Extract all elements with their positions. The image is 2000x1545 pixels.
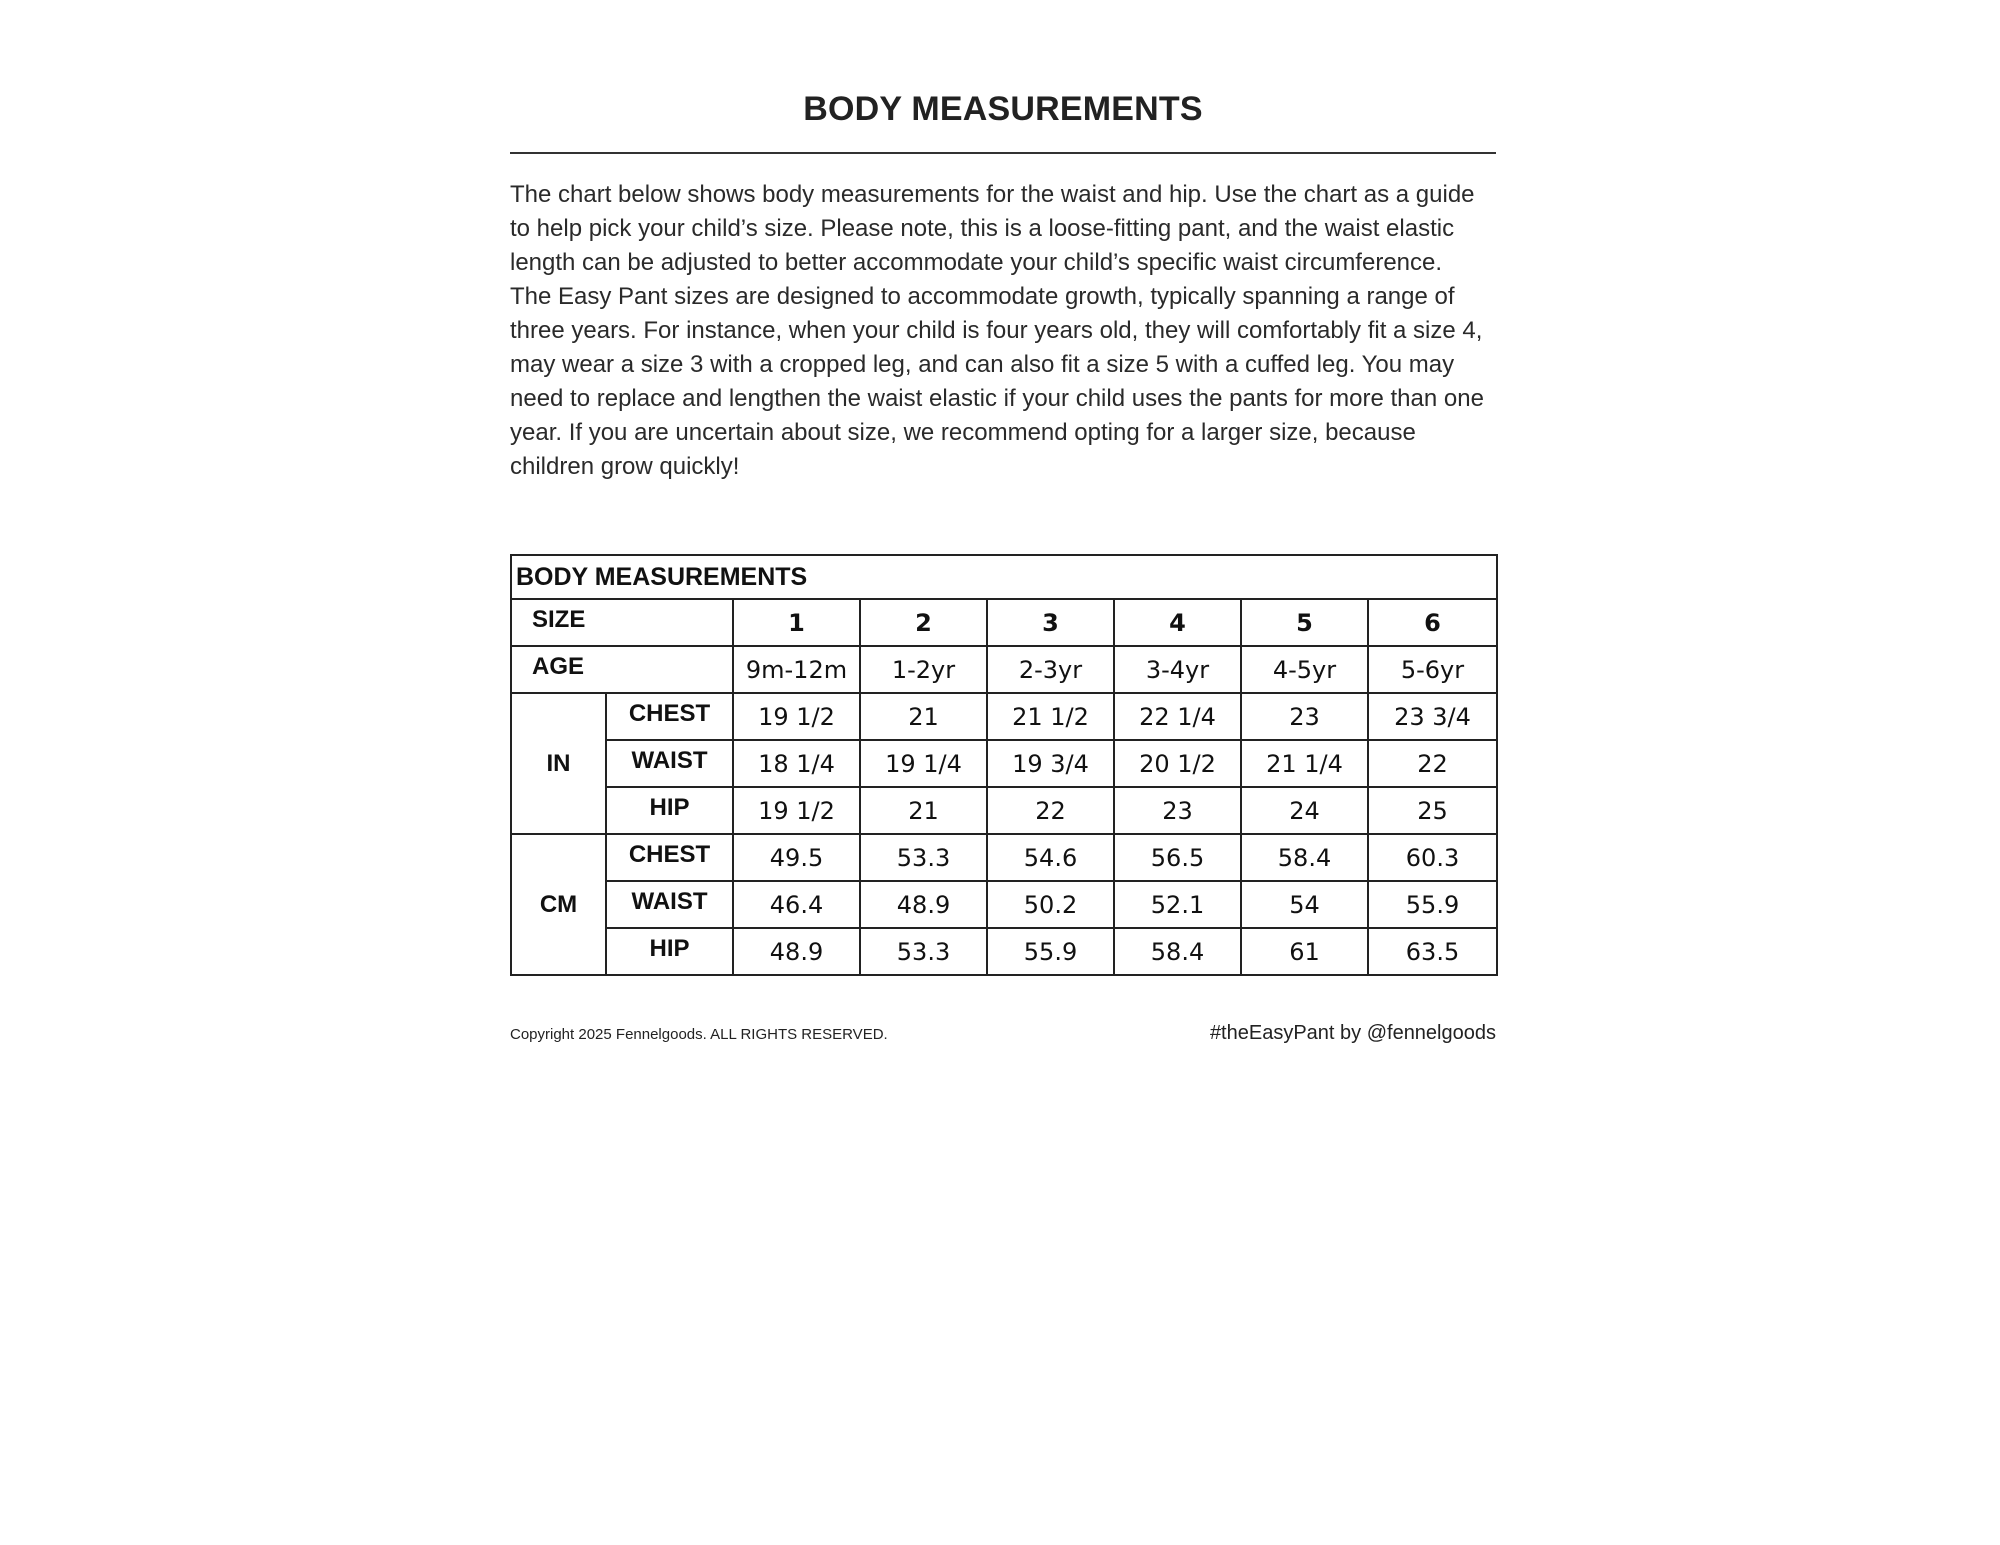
age-value: 5-6yr	[1368, 646, 1497, 693]
age-value: 1-2yr	[860, 646, 987, 693]
table-row	[511, 693, 1497, 740]
unit-label-inches: IN	[511, 693, 606, 834]
measurement-label: WAIST	[606, 740, 733, 787]
measurement-value: 56.5	[1114, 834, 1241, 881]
table-row	[511, 928, 1497, 975]
measurement-value: 22	[987, 787, 1114, 834]
measurement-value: 24	[1241, 787, 1368, 834]
size-value: 4	[1114, 599, 1241, 646]
measurement-value: 48.9	[733, 928, 860, 975]
measurement-value: 21	[860, 693, 987, 740]
measurement-label: CHEST	[606, 693, 733, 740]
measurement-value: 54.6	[987, 834, 1114, 881]
age-value: 9m-12m	[733, 646, 860, 693]
measurement-value: 58.4	[1241, 834, 1368, 881]
measurement-value: 18 1/4	[733, 740, 860, 787]
measurement-value: 19 1/4	[860, 740, 987, 787]
intro-paragraph-1: The chart below shows body measurements for the waist and hip. Use the chart as a guide to help pick your child’s size. Please note, this is a loose-fitting pant, and the waist elastic length can be adjusted to better accommodate your child’s specific waist circumference.	[510, 181, 1475, 276]
measurement-label: WAIST	[606, 881, 733, 928]
measurement-value: 58.4	[1114, 928, 1241, 975]
measurement-value: 52.1	[1114, 881, 1241, 928]
measurement-value: 54	[1241, 881, 1368, 928]
size-label: SIZE	[511, 599, 606, 646]
measurement-value: 22 1/4	[1114, 693, 1241, 740]
measurement-value: 46.4	[733, 881, 860, 928]
measurement-value: 20 1/2	[1114, 740, 1241, 787]
measurement-value: 22	[1368, 740, 1497, 787]
measurement-value: 19 1/2	[733, 693, 860, 740]
measurement-value: 53.3	[860, 928, 987, 975]
table-row	[511, 787, 1497, 834]
measurement-value: 25	[1368, 787, 1497, 834]
table-title-row	[511, 555, 1497, 599]
size-row	[511, 599, 1497, 646]
table-row	[511, 834, 1497, 881]
age-label-spacer	[606, 646, 733, 693]
measurement-label: CHEST	[606, 834, 733, 881]
measurement-value: 48.9	[860, 881, 987, 928]
measurement-value: 21	[860, 787, 987, 834]
measurement-value: 21 1/2	[987, 693, 1114, 740]
measurement-value: 23	[1114, 787, 1241, 834]
size-value: 6	[1368, 599, 1497, 646]
age-row	[511, 646, 1497, 693]
measurement-value: 19 1/2	[733, 787, 860, 834]
intro-paragraph-2: The Easy Pant sizes are designed to accommodate growth, typically spanning a range of three years. For instance, when your child is four years old, they will comfortably fit a size 4, may wear a size 3 with a cropped leg, and can also fit a size 5 with a cuffed leg. You may need to replace and lengthen the waist elastic if your child uses the pants for more than one year. If you are uncertain about size, we recommend opting for a larger size, because children grow quickly!	[510, 283, 1484, 480]
measurement-value: 60.3	[1368, 834, 1497, 881]
table-row	[511, 881, 1497, 928]
table-title: BODY MEASUREMENTS	[511, 555, 1497, 599]
age-value: 4-5yr	[1241, 646, 1368, 693]
copyright-notice: Copyright 2025 Fennelgoods. ALL RIGHTS RESERVED.	[510, 1026, 888, 1043]
measurement-label: HIP	[606, 787, 733, 834]
brand-hashtag: #theEasyPant by @fennelgoods	[1209, 1022, 1496, 1044]
size-value: 5	[1241, 599, 1368, 646]
page-title: BODY MEASUREMENTS	[803, 90, 1203, 128]
size-value: 3	[987, 599, 1114, 646]
title-divider	[510, 152, 1496, 154]
measurement-value: 23	[1241, 693, 1368, 740]
intro-text	[510, 178, 1496, 484]
measurement-value: 55.9	[1368, 881, 1497, 928]
age-value: 3-4yr	[1114, 646, 1241, 693]
measurement-value: 53.3	[860, 834, 987, 881]
measurement-value: 50.2	[987, 881, 1114, 928]
size-value: 1	[733, 599, 860, 646]
measurement-value: 61	[1241, 928, 1368, 975]
measurements-table	[510, 554, 1498, 976]
measurement-label: HIP	[606, 928, 733, 975]
measurement-value: 49.5	[733, 834, 860, 881]
age-value: 2-3yr	[987, 646, 1114, 693]
table-row	[511, 740, 1497, 787]
measurement-value: 55.9	[987, 928, 1114, 975]
measurement-value: 19 3/4	[987, 740, 1114, 787]
size-label-spacer	[606, 599, 733, 646]
measurement-value: 23 3/4	[1368, 693, 1497, 740]
age-label: AGE	[511, 646, 606, 693]
measurement-value: 21 1/4	[1241, 740, 1368, 787]
measurement-value: 63.5	[1368, 928, 1497, 975]
unit-label-centimeters: CM	[511, 834, 606, 975]
size-value: 2	[860, 599, 987, 646]
